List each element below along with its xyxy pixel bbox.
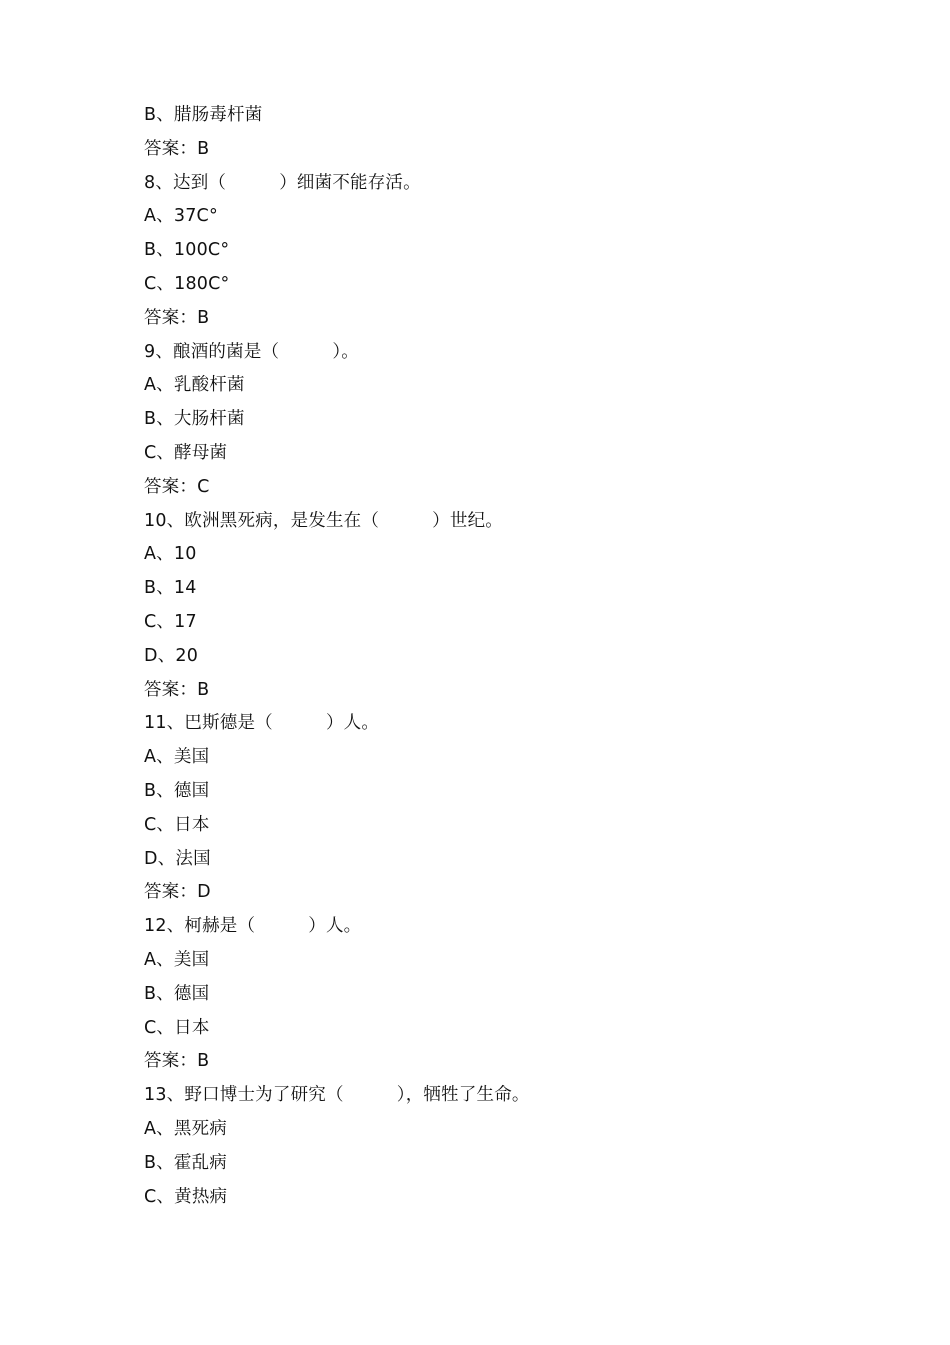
option-text: D、20 <box>144 645 199 666</box>
option-text: B、德国 <box>144 780 210 801</box>
answer-text: 答案：C <box>144 476 210 497</box>
option-text: B、霍乱病 <box>144 1152 228 1173</box>
option-text: B、腊肠毒杆菌 <box>144 105 263 125</box>
option-text: A、美国 <box>144 949 210 970</box>
option-text: B、100C° <box>144 240 230 261</box>
option-text: A、乳酸杆菌 <box>144 375 245 396</box>
answer-text: 答案：B <box>144 1051 210 1072</box>
option-text: B、大肠杆菌 <box>144 409 245 430</box>
question-10-text: 10、欧洲黑死病，是发生在（ ）世纪。 <box>144 510 503 531</box>
option-text: B、德国 <box>144 983 210 1004</box>
question-list <box>144 99 844 1214</box>
question-13-text: 13、野口博士为了研究（ ），牺牲了生命。 <box>144 1085 530 1106</box>
option-text: C、黄热病 <box>144 1186 228 1207</box>
option-text: C、酵母菌 <box>144 442 228 463</box>
option-text: C、日本 <box>144 814 210 835</box>
option-text: C、17 <box>144 611 197 632</box>
option-text: D、法国 <box>144 848 211 869</box>
answer-text: 答案：B <box>144 679 210 700</box>
question-12-text: 12、柯赫是（ ）人。 <box>144 916 362 937</box>
option-text: A、美国 <box>144 747 210 768</box>
option-text: A、10 <box>144 544 197 565</box>
answer-text: 答案：B <box>144 307 210 328</box>
option-text: C、180C° <box>144 273 230 294</box>
question-11-text: 11、巴斯德是（ ）人。 <box>144 713 380 734</box>
option-text: A、黑死病 <box>144 1118 227 1139</box>
answer-text: 答案：D <box>144 882 211 903</box>
question-9-text: 9、酿酒的菌是（ ）。 <box>144 341 359 362</box>
option-text: A、37C° <box>144 206 218 227</box>
answer-text: 答案：B <box>144 138 210 159</box>
option-text: C、日本 <box>144 1017 210 1038</box>
option-text: B、14 <box>144 578 197 599</box>
question-8-text: 8、达到（ ）细菌不能存活。 <box>144 172 421 193</box>
